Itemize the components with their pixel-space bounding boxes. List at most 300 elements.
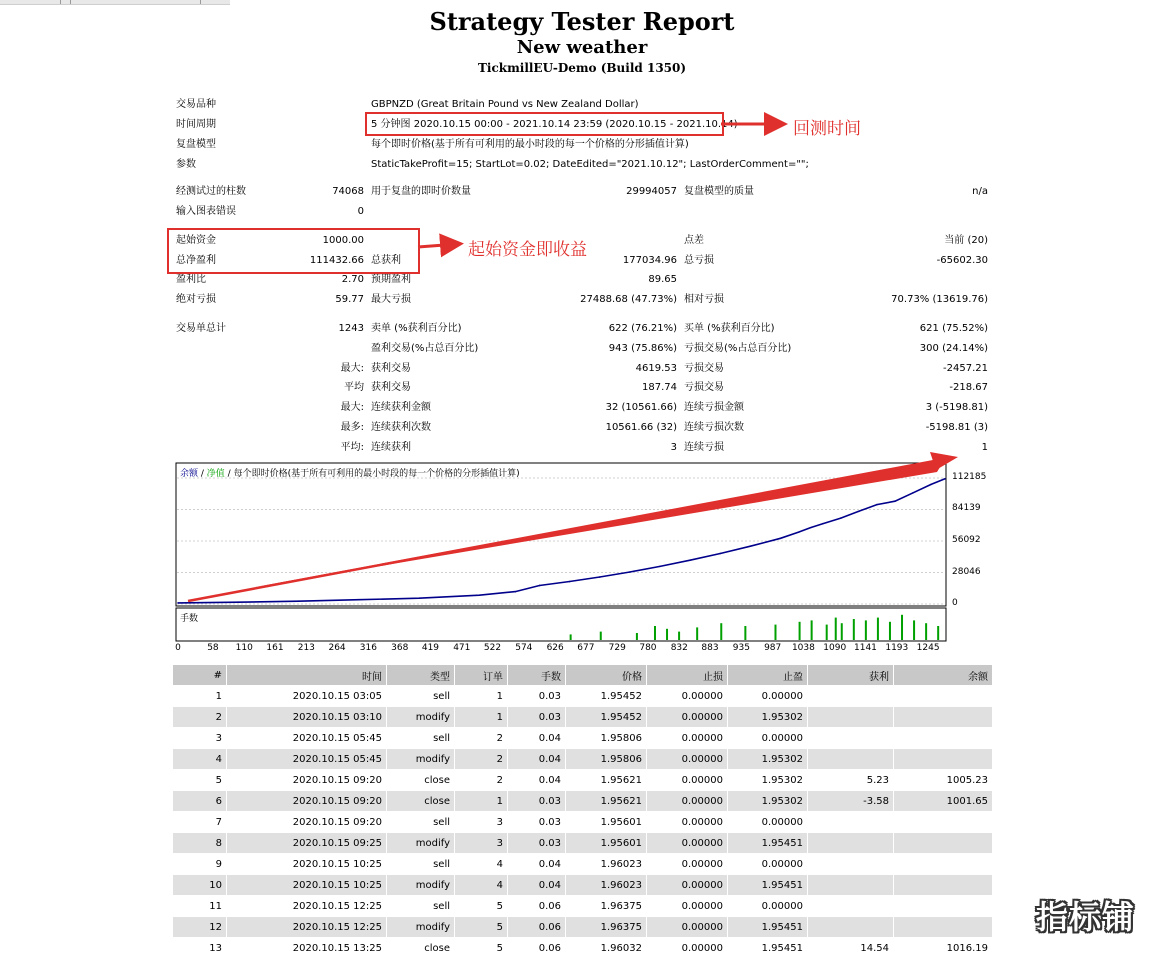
col-price: 价格 <box>566 665 647 686</box>
long-trades-label: 买单 (%获利百分比) <box>684 323 775 334</box>
y-tick-label: 0 <box>952 598 958 608</box>
table-cell: 0.00000 <box>728 686 808 707</box>
volume-bar <box>678 632 680 640</box>
gross-loss-label: 总亏损 <box>684 255 714 266</box>
table-cell: modify <box>387 833 455 854</box>
table-row <box>173 791 993 812</box>
legend-sep: / <box>198 469 207 479</box>
errors-label: 输入图表错误 <box>176 206 236 217</box>
max-consecutive-label: 最大: <box>340 402 364 413</box>
x-tick-label: 987 <box>764 643 782 653</box>
avg-loss-value: -218.67 <box>949 382 988 393</box>
balance-point <box>894 500 896 502</box>
max-cons-amt-win-value: 10561.66 (32) <box>605 422 677 433</box>
table-cell: 2020.10.15 12:25 <box>227 896 387 917</box>
x-tick-label: 1038 <box>791 643 815 653</box>
table-cell: 0.00000 <box>728 854 808 875</box>
avg-cons-win-label: 连续获利 <box>371 442 411 453</box>
x-tick-label: 1090 <box>823 643 847 653</box>
largest-loss-label: 亏损交易 <box>684 363 724 374</box>
expert-name: New weather <box>516 37 648 58</box>
table-cell: 0.03 <box>508 791 566 812</box>
balance-point <box>858 511 860 513</box>
table-cell: 2020.10.15 09:20 <box>227 791 387 812</box>
table-cell: 2 <box>455 770 508 791</box>
symbol-value: GBPNZD (Great Britain Pound vs New Zealand Dollar) <box>371 99 639 110</box>
max-cons-amt-loss-label: 连续亏损次数 <box>684 422 744 433</box>
table-row <box>173 812 993 833</box>
table-cell: close <box>387 938 455 959</box>
period-value: 5 分钟图 2020.10.15 00:00 - 2021.10.14 23:59 (2020.10.15 - 2021.10.14) <box>371 119 738 130</box>
table-cell: 2020.10.15 09:20 <box>227 770 387 791</box>
table-cell: 2 <box>455 728 508 749</box>
quality-label: 复盘模型的质量 <box>684 186 754 197</box>
net-profit-value: 111432.66 <box>309 255 364 266</box>
max-cons-loss-value: 3 (-5198.81) <box>925 402 988 413</box>
table-cell: 5 <box>455 896 508 917</box>
table-cell: 1.96023 <box>566 854 647 875</box>
balance-point <box>798 531 800 533</box>
table-row <box>173 854 993 875</box>
loss-trades-label: 亏损交易(%占总百分比) <box>684 343 792 354</box>
volume-bar <box>600 632 602 640</box>
balance-point <box>822 523 824 525</box>
volume-bar <box>570 634 572 640</box>
abs-drawdown-value: 59.77 <box>335 294 364 305</box>
expected-payoff-label: 预期盈利 <box>371 274 411 285</box>
table-cell: 4 <box>455 875 508 896</box>
balance-point <box>629 571 631 573</box>
table-row <box>173 875 993 896</box>
table-cell: 1.95452 <box>566 686 647 707</box>
spread-value: 当前 (20) <box>944 235 988 246</box>
x-tick-label: 161 <box>266 643 284 653</box>
table-row <box>173 938 993 959</box>
avg-loss-label: 亏损交易 <box>684 382 724 393</box>
table-row <box>173 728 993 749</box>
legend-equity: 净值 <box>206 469 225 479</box>
col-tp: 止盈 <box>728 665 808 686</box>
table-cell: 3 <box>173 728 227 749</box>
volume-bar <box>889 622 891 640</box>
table-cell: 1.95302 <box>728 707 808 728</box>
rel-drawdown-label: 相对亏损 <box>684 294 724 305</box>
x-tick-label: 883 <box>701 643 719 653</box>
table-cell: 0.04 <box>508 875 566 896</box>
volume-bar <box>774 625 776 640</box>
x-tick-label: 626 <box>546 643 564 653</box>
quality-value: n/a <box>972 186 988 197</box>
balance-point <box>237 601 239 603</box>
table-cell: 2020.10.15 10:25 <box>227 854 387 875</box>
table-cell <box>894 896 993 917</box>
profit-trades-value: 943 (75.86%) <box>608 343 677 354</box>
balance-point <box>840 517 842 519</box>
x-tick-label: 935 <box>732 643 750 653</box>
table-cell: 5 <box>455 938 508 959</box>
largest-loss-value: -2457.21 <box>943 363 988 374</box>
balance-point <box>539 585 541 587</box>
table-cell: 1016.19 <box>894 938 993 959</box>
table-cell: sell <box>387 728 455 749</box>
table-cell <box>808 854 894 875</box>
balance-point <box>659 566 661 568</box>
table-cell <box>894 749 993 770</box>
x-tick-label: 0 <box>175 643 181 653</box>
table-cell: 1 <box>455 707 508 728</box>
volume-bar <box>799 622 801 640</box>
balance-point <box>876 504 878 506</box>
table-cell <box>808 833 894 854</box>
table-cell <box>894 686 993 707</box>
table-cell: 0.00000 <box>728 728 808 749</box>
table-cell: 13 <box>173 938 227 959</box>
table-cell: 1.95621 <box>566 770 647 791</box>
legend-model: 每个即时价格(基于所有可利用的最小时段的每一个价格的分形插值计算) <box>233 469 520 479</box>
params-value: StaticTakeProfit=15; StartLot=0.02; DateEdited="2021.10.12"; LastOrderComment=""; <box>371 159 809 170</box>
balance-point <box>810 527 812 529</box>
table-cell: 0.00000 <box>647 770 728 791</box>
col-profit: 获利 <box>808 665 894 686</box>
profit-factor-label: 盈利比 <box>176 274 206 285</box>
x-tick-label: 110 <box>235 643 253 653</box>
table-row <box>173 707 993 728</box>
table-cell: 0.03 <box>508 812 566 833</box>
table-cell <box>894 728 993 749</box>
table-cell: 0.00000 <box>647 854 728 875</box>
table-cell <box>808 896 894 917</box>
errors-value: 0 <box>357 206 364 217</box>
balance-point <box>599 576 601 578</box>
table-cell: 2020.10.15 05:45 <box>227 728 387 749</box>
legend-sep: / <box>224 469 234 479</box>
period-annotation: 回测时间 <box>793 119 861 139</box>
table-cell: 2 <box>173 707 227 728</box>
table-cell: 11 <box>173 896 227 917</box>
balance-point <box>569 581 571 583</box>
y-tick-label: 28046 <box>952 566 981 577</box>
avg-profit-value: 187.74 <box>642 382 677 393</box>
x-tick-label: 1245 <box>916 643 940 653</box>
table-cell: 2020.10.15 03:05 <box>227 686 387 707</box>
max-cons-win-value: 32 (10561.66) <box>605 402 677 413</box>
volume-bar <box>937 626 939 640</box>
table-cell: 0.00000 <box>728 896 808 917</box>
col-lots: 手数 <box>508 665 566 686</box>
x-tick-label: 264 <box>328 643 346 653</box>
long-trades-value: 621 (75.52%) <box>919 323 988 334</box>
table-cell: 1 <box>455 686 508 707</box>
table-cell: 12 <box>173 917 227 938</box>
avg-consecutive-label: 平均: <box>340 442 364 453</box>
model-value: 每个即时价格(基于所有可利用的最小时段的每一个价格的分形插值计算) <box>371 139 689 150</box>
avg-cons-loss-value: 1 <box>981 442 988 453</box>
table-cell <box>808 686 894 707</box>
profit-factor-value: 2.70 <box>341 274 364 285</box>
table-cell: 1.95452 <box>566 707 647 728</box>
balance-point <box>358 599 360 601</box>
spread-label: 点差 <box>684 235 704 246</box>
table-cell: 0.00000 <box>647 749 728 770</box>
table-cell <box>808 749 894 770</box>
volume-bar <box>835 618 837 640</box>
table-cell: 0.04 <box>508 854 566 875</box>
max-cons-amount-label: 最多: <box>340 422 364 433</box>
x-tick-label: 1141 <box>854 643 877 653</box>
x-tick-label: 1193 <box>885 643 909 653</box>
table-cell: 1.95806 <box>566 749 647 770</box>
table-cell: -3.58 <box>808 791 894 812</box>
volume-bar <box>654 626 656 640</box>
table-cell: 0.00000 <box>647 812 728 833</box>
table-cell: 0.04 <box>508 728 566 749</box>
table-cell: 1.95302 <box>728 770 808 791</box>
x-tick-label: 58 <box>207 643 219 653</box>
table-cell: modify <box>387 875 455 896</box>
x-tick-label: 522 <box>483 643 502 653</box>
chart-legend <box>180 466 520 479</box>
balance-point <box>515 591 517 593</box>
table-cell: 10 <box>173 875 227 896</box>
table-cell <box>808 875 894 896</box>
gross-profit-value: 177034.96 <box>622 255 677 266</box>
volume-bar <box>877 618 879 640</box>
avg-cons-loss-label: 连续亏损 <box>684 442 724 453</box>
avg-cons-win-value: 3 <box>670 442 677 453</box>
y-tick-label: 112185 <box>952 472 987 482</box>
x-tick-label: 574 <box>515 643 533 653</box>
bars-value: 74068 <box>332 186 364 197</box>
server-build: TickmillEU-Demo (Build 1350) <box>477 61 687 75</box>
short-trades-value: 622 (76.21%) <box>608 323 677 334</box>
table-cell <box>894 812 993 833</box>
gross-profit-label: 总获利 <box>371 255 401 266</box>
table-cell: 4 <box>455 854 508 875</box>
balance-point <box>177 602 179 604</box>
x-tick-label: 213 <box>297 643 315 653</box>
table-cell <box>894 875 993 896</box>
volume-frame <box>176 608 946 641</box>
abs-drawdown-label: 绝对亏损 <box>176 294 216 305</box>
x-tick-label: 471 <box>453 643 471 653</box>
table-cell: 1.96375 <box>566 917 647 938</box>
table-cell: 0.03 <box>508 833 566 854</box>
table-cell: 0.06 <box>508 938 566 959</box>
table-cell <box>808 728 894 749</box>
table-cell: 1.95621 <box>566 791 647 812</box>
expected-payoff-value: 89.65 <box>648 274 677 285</box>
table-cell: 0.00000 <box>647 875 728 896</box>
balance-point <box>930 484 932 486</box>
table-cell: 0.00000 <box>647 938 728 959</box>
largest-label: 最大: <box>340 363 364 374</box>
balance-point <box>780 537 782 539</box>
col-time: 时间 <box>227 665 387 686</box>
legend-balance: 余额 <box>180 469 199 479</box>
col-order: 订单 <box>455 665 508 686</box>
table-cell: 5 <box>173 770 227 791</box>
largest-profit-label: 获利交易 <box>371 363 411 374</box>
table-cell: 1.95601 <box>566 833 647 854</box>
x-tick-label: 780 <box>639 643 657 653</box>
volume-bar <box>636 633 638 640</box>
table-cell: 0.00000 <box>647 686 728 707</box>
table-cell: 0.00000 <box>647 707 728 728</box>
table-row <box>173 749 993 770</box>
x-tick-label: 368 <box>391 643 409 653</box>
volume-bar <box>865 620 867 640</box>
balance-point <box>418 597 420 599</box>
profit-trades-label: 盈利交易(%占总百分比) <box>371 343 479 354</box>
max-cons-loss-label: 连续亏损金额 <box>684 402 744 413</box>
table-cell: 2 <box>455 749 508 770</box>
table-cell: 1 <box>173 686 227 707</box>
report-title: Strategy Tester Report <box>429 7 735 36</box>
bars-label: 经测试过的柱数 <box>176 186 246 197</box>
deposit-annotation: 起始资金即收益 <box>468 240 587 260</box>
table-cell: 0.03 <box>508 686 566 707</box>
params-label: 参数 <box>176 159 196 170</box>
table-cell: sell <box>387 812 455 833</box>
volume-bar <box>901 615 903 640</box>
table-cell: 2020.10.15 03:10 <box>227 707 387 728</box>
deals-header-row <box>173 665 993 686</box>
table-cell: 1005.23 <box>894 770 993 791</box>
col-type: 类型 <box>387 665 455 686</box>
table-cell: sell <box>387 896 455 917</box>
table-cell: 9 <box>173 854 227 875</box>
volume-bar <box>853 619 855 640</box>
table-cell: close <box>387 770 455 791</box>
ticks-value: 29994057 <box>626 186 677 197</box>
volume-bar <box>841 623 843 640</box>
table-row <box>173 917 993 938</box>
table-cell <box>894 917 993 938</box>
table-cell: 1.96023 <box>566 875 647 896</box>
deposit-arrow <box>418 244 458 247</box>
table-cell: 1.95451 <box>728 938 808 959</box>
table-cell: 2020.10.15 12:25 <box>227 917 387 938</box>
table-cell: 3 <box>455 833 508 854</box>
period-label: 时间周期 <box>176 119 216 130</box>
table-cell: 0.00000 <box>647 896 728 917</box>
y-tick-label: 56092 <box>952 535 981 545</box>
table-cell: 1.95601 <box>566 812 647 833</box>
table-cell: 1.95451 <box>728 917 808 938</box>
table-cell: 0.06 <box>508 917 566 938</box>
site-watermark: 指标铺 <box>1036 898 1136 936</box>
table-cell: sell <box>387 854 455 875</box>
table-cell <box>808 917 894 938</box>
table-cell: 0.00000 <box>728 812 808 833</box>
table-cell: 0.03 <box>508 707 566 728</box>
balance-point <box>298 600 300 602</box>
col-number: # <box>173 665 227 686</box>
volume-bar <box>826 625 828 640</box>
table-cell: modify <box>387 707 455 728</box>
symbol-label: 交易品种 <box>176 99 216 110</box>
table-row <box>173 686 993 707</box>
balance-point <box>689 559 691 561</box>
volume-bar <box>666 629 668 640</box>
deposit-value: 1000.00 <box>322 235 364 246</box>
largest-profit-value: 4619.53 <box>635 363 677 374</box>
table-cell: 0.06 <box>508 896 566 917</box>
table-cell: 0.04 <box>508 770 566 791</box>
table-cell: 1001.65 <box>894 791 993 812</box>
table-cell: 1.95451 <box>728 875 808 896</box>
table-cell <box>894 833 993 854</box>
table-cell: 14.54 <box>808 938 894 959</box>
volume-bar <box>744 626 746 640</box>
volume-bar <box>925 623 927 640</box>
avg-profit-label: 获利交易 <box>371 382 411 393</box>
y-tick-label: 84139 <box>952 503 981 514</box>
table-cell: 3 <box>455 812 508 833</box>
table-cell <box>894 854 993 875</box>
table-cell: 1.95302 <box>728 749 808 770</box>
table-cell: 2020.10.15 09:20 <box>227 812 387 833</box>
table-row <box>173 896 993 917</box>
table-cell: modify <box>387 749 455 770</box>
short-trades-label: 卖单 (%获利百分比) <box>371 323 462 334</box>
balance-point <box>912 492 914 494</box>
table-cell: 0.00000 <box>647 833 728 854</box>
table-cell: 6 <box>173 791 227 812</box>
volume-bar <box>720 623 722 640</box>
table-cell: 1.96375 <box>566 896 647 917</box>
balance-point <box>719 553 721 555</box>
table-cell: 0.00000 <box>647 728 728 749</box>
table-cell: 1.95451 <box>728 833 808 854</box>
max-cons-win-label: 连续获利金额 <box>371 402 431 413</box>
volume-label: 手数 <box>180 614 199 624</box>
max-drawdown-label: 最大亏损 <box>371 294 411 305</box>
volume-bar <box>913 620 915 640</box>
x-tick-label: 419 <box>421 643 440 653</box>
table-cell: 8 <box>173 833 227 854</box>
table-cell: 1.95806 <box>566 728 647 749</box>
deposit-label: 起始资金 <box>176 235 216 246</box>
table-cell: 0.00000 <box>647 917 728 938</box>
ticks-label: 用于复盘的即时价数量 <box>371 186 471 197</box>
table-cell <box>894 707 993 728</box>
average-label: 平均 <box>344 382 364 393</box>
table-row <box>173 770 993 791</box>
gross-loss-value: -65602.30 <box>936 255 988 266</box>
balance-point <box>944 478 946 480</box>
table-cell: 1.95302 <box>728 791 808 812</box>
table-cell <box>808 707 894 728</box>
table-cell: 5.23 <box>808 770 894 791</box>
rel-drawdown-value: 70.73% (13619.76) <box>891 294 988 305</box>
table-cell: 0.04 <box>508 749 566 770</box>
table-row <box>173 833 993 854</box>
table-cell: 5 <box>455 917 508 938</box>
table-cell: 7 <box>173 812 227 833</box>
max-cons-amt-loss-value: -5198.81 (3) <box>925 422 988 433</box>
table-cell: 0.00000 <box>647 791 728 812</box>
volume-bar <box>696 627 698 640</box>
table-cell: 2020.10.15 05:45 <box>227 749 387 770</box>
deals-table <box>172 664 993 959</box>
table-cell: modify <box>387 917 455 938</box>
x-tick-label: 677 <box>577 643 595 653</box>
max-cons-amt-win-label: 连续获利次数 <box>371 422 431 433</box>
balance-point <box>478 594 480 596</box>
table-cell: 2020.10.15 13:25 <box>227 938 387 959</box>
table-cell: close <box>387 791 455 812</box>
